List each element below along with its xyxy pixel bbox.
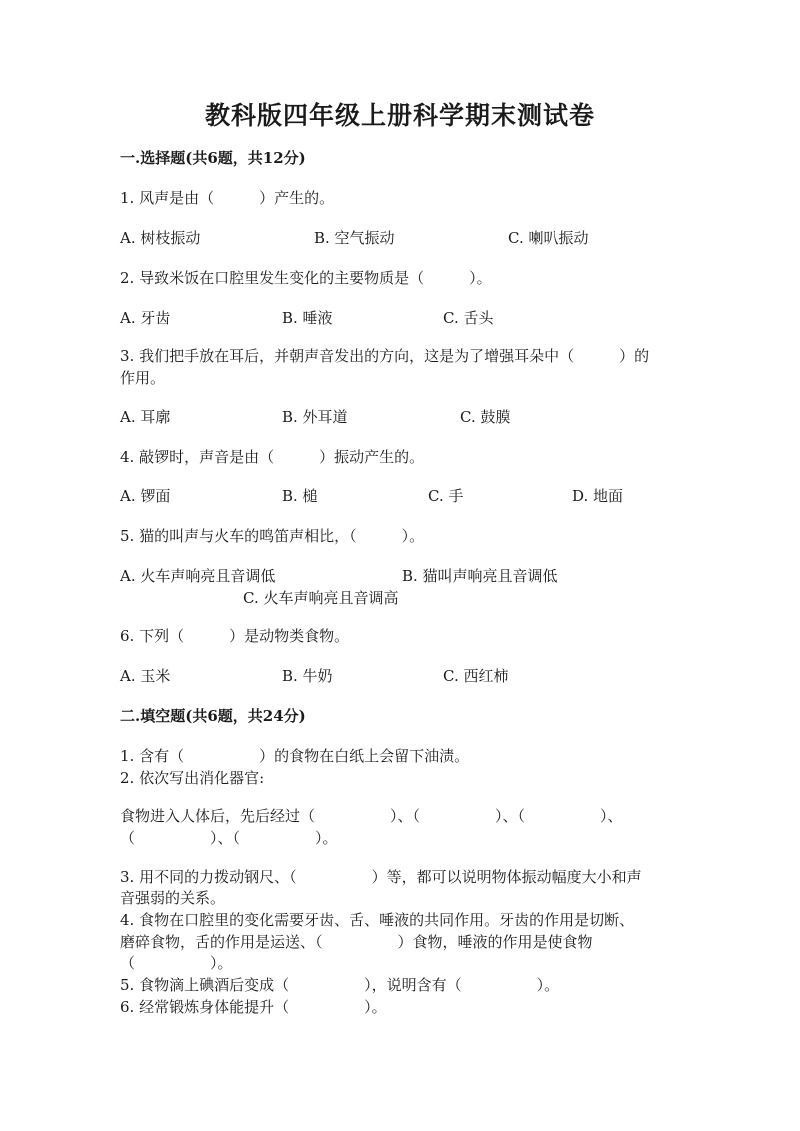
fill-line: 4. 食物在口腔里的变化需要牙齿、舌、唾液的共同作用。牙齿的作用是切断、 xyxy=(120,911,635,929)
option-3c: C. 鼓膜 xyxy=(460,408,511,426)
page-title: 教科版四年级上册科学期末测试卷 xyxy=(204,101,595,130)
option-1a: A. 树枝振动 xyxy=(120,229,201,247)
option-6b: B. 牛奶 xyxy=(282,667,333,685)
section-heading-fill: 二.填空题(共6题，共24分) xyxy=(120,707,306,725)
option-4b: B. 槌 xyxy=(282,487,318,505)
question-4: 4. 敲锣时，声音是由（ ）振动产生的。 xyxy=(120,448,425,466)
option-6a: A. 玉米 xyxy=(120,667,171,685)
fill-line: 3. 用不同的力拨动钢尺、（ ）等，都可以说明物体振动幅度大小和声 xyxy=(120,868,642,886)
option-3b: B. 外耳道 xyxy=(282,408,348,426)
option-1c: C. 喇叭振动 xyxy=(508,229,589,247)
option-4a: A. 锣面 xyxy=(120,487,171,505)
question-6: 6. 下列（ ）是动物类食物。 xyxy=(120,627,350,645)
fill-line: 磨碎食物，舌的作用是运送、（ ）食物，唾液的作用是使食物 xyxy=(120,933,593,951)
question-2: 2. 导致米饭在口腔里发生变化的主要物质是（ ）。 xyxy=(120,269,492,287)
fill-line: 食物进入人体后，先后经过（ ）、（ ）、（ ）、 xyxy=(120,807,623,825)
option-6c: C. 西红柿 xyxy=(443,667,509,685)
option-5c: C. 火车声响亮且音调高 xyxy=(243,589,399,607)
option-2a: A. 牙齿 xyxy=(120,309,171,327)
question-3: 3. 我们把手放在耳后，并朝声音发出的方向，这是为了增强耳朵中（ ）的 xyxy=(120,347,650,365)
option-5a: A. 火车声响亮且音调低 xyxy=(120,567,276,585)
fill-line: 2. 依次写出消化器官: xyxy=(120,769,265,787)
fill-line: 音强弱的关系。 xyxy=(120,889,226,907)
question-3-cont: 作用。 xyxy=(120,369,166,387)
option-2b: B. 唾液 xyxy=(282,309,333,327)
fill-line: 1. 含有（ ）的食物在白纸上会留下油渍。 xyxy=(120,747,470,765)
option-4d: D. 地面 xyxy=(572,487,624,505)
option-3a: A. 耳廓 xyxy=(120,408,171,426)
question-1: 1. 风声是由（ ）产生的。 xyxy=(120,189,335,207)
option-4c: C. 手 xyxy=(428,487,464,505)
fill-line: 5. 食物滴上碘酒后变成（ ），说明含有（ ）。 xyxy=(120,976,560,994)
option-2c: C. 舌头 xyxy=(443,309,494,327)
fill-line: （ ）、（ ）。 xyxy=(120,829,338,847)
option-5b: B. 猫叫声响亮且音调低 xyxy=(402,567,558,585)
question-5: 5. 猫的叫声与火车的鸣笛声相比，（ ）。 xyxy=(120,527,425,545)
fill-line: （ ）。 xyxy=(120,954,233,972)
section-heading-choice: 一.选择题(共6题，共12分) xyxy=(120,149,306,167)
fill-line: 6. 经常锻炼身体能提升（ ）。 xyxy=(120,998,387,1016)
option-1b: B. 空气振动 xyxy=(314,229,395,247)
